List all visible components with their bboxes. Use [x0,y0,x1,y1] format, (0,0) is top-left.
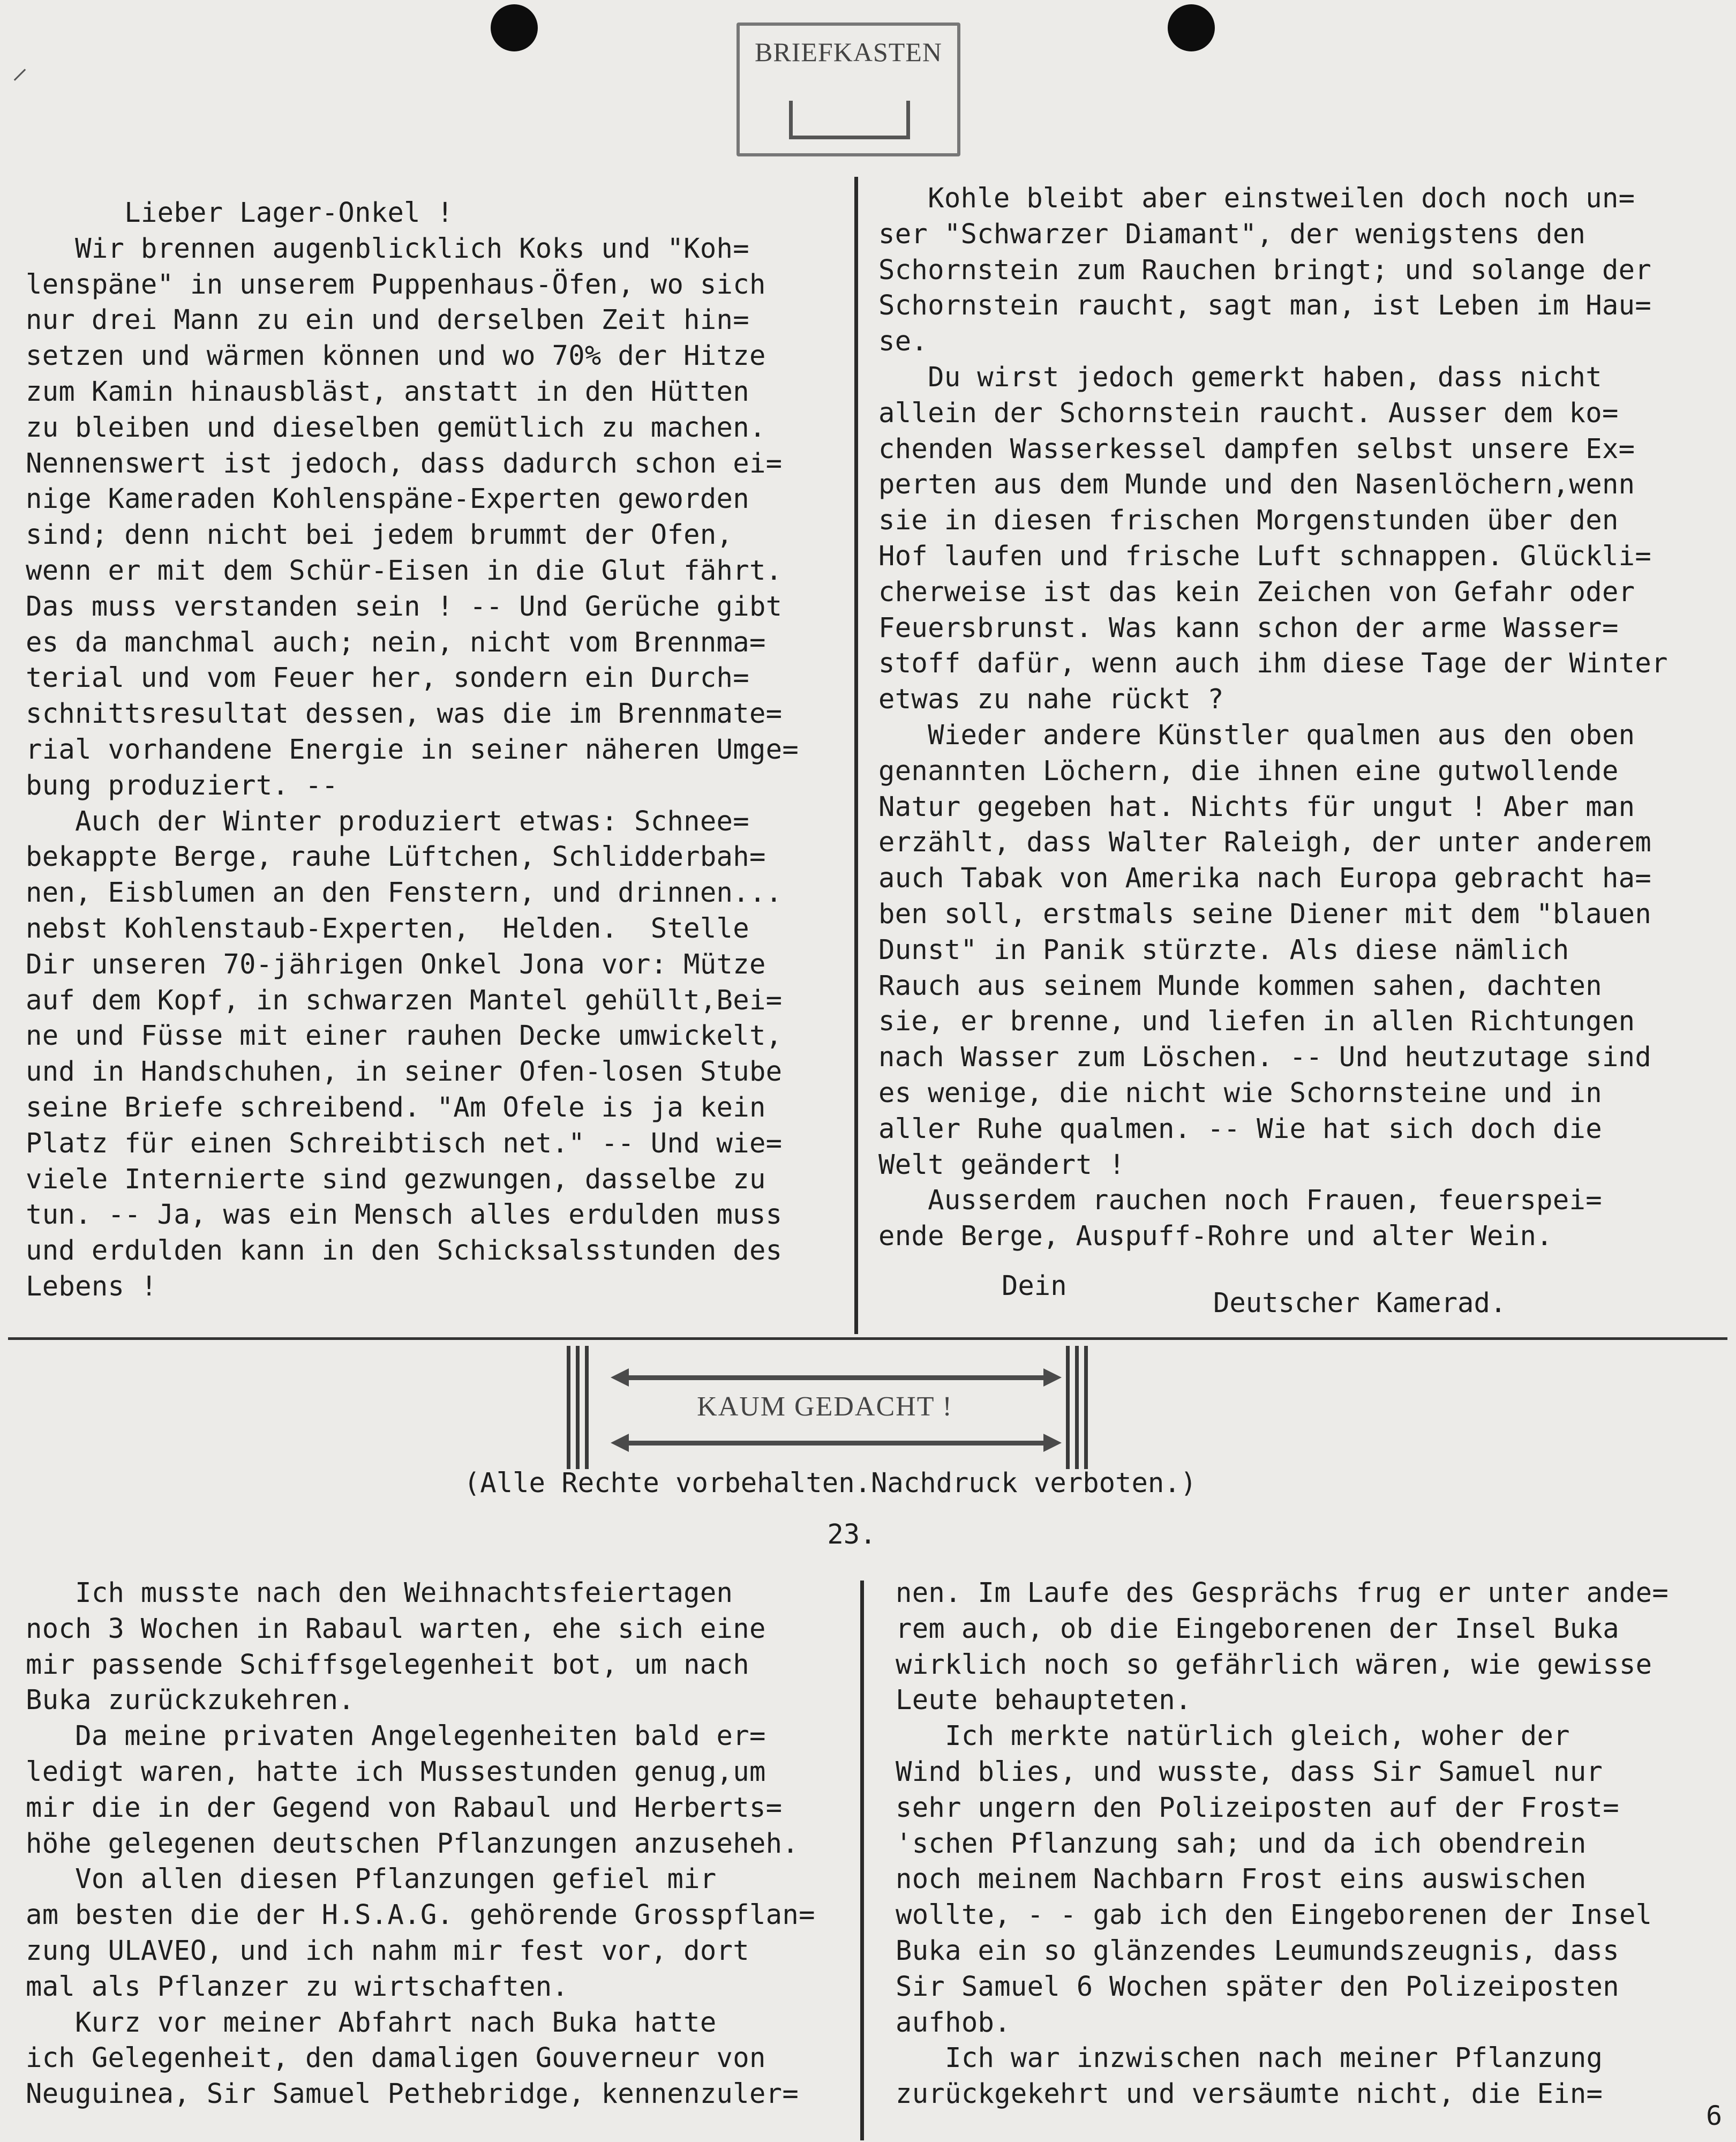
text-line: ledigt waren, hatte ich Mussestunden genug,um [26,1755,766,1787]
text-line: sie, er brenne, und liefen in allen Richtungen [878,1005,1635,1037]
rights-notice: (Alle Rechte vorbehalten.Nachdruck verboten.) [463,1467,1197,1499]
text-line: aller Ruhe qualmen. -- Wie hat sich doch die [878,1112,1602,1144]
arrow-bottom-right-head [1043,1434,1062,1452]
text-line: auf dem Kopf, in schwarzen Mantel gehüllt,Bei= [26,984,783,1016]
text-line: nebst Kohlenstaub-Experten, Helden. Stelle [26,912,749,944]
text-line: Wieder andere Künstler qualmen aus den oben [878,718,1635,751]
text-line: genannten Löchern, die ihnen eine gutwollende [878,754,1619,787]
letter-signature: Deutscher Kamerad. [1213,1287,1507,1319]
text-line: se. [878,325,928,357]
text-line: und erdulden kann in den Schicksalsstunden des [26,1234,783,1267]
text-line: sind; denn nicht bei jedem brummt der Ofen, [26,519,733,551]
text-line: zung ULAVEO, und ich nahm mir fest vor, dort [26,1934,749,1966]
text-line: nach Wasser zum Löschen. -- Und heutzutage sind [878,1041,1652,1073]
text-line: ende Berge, Auspuff-Rohre und alter Wein. [878,1220,1553,1252]
text-line: viele Internierte sind gezwungen, dasselbe zu [26,1163,766,1195]
arrow-bottom-left-head [611,1434,629,1452]
text-line: Kohle bleibt aber einstweilen doch noch un= [878,182,1635,214]
text-line: Wind blies, und wusste, dass Sir Samuel nur [896,1755,1603,1787]
arrow-left-head [611,1368,629,1387]
text-line: wenn er mit dem Schür-Eisen in die Glut fährt. [26,554,783,586]
text-line: Dunst" in Panik stürzte. Als diese nämlich [878,933,1569,965]
text-line: Lieber Lager-Onkel ! [26,197,454,228]
text-line: Platz für einen Schreibtisch net." -- Und wie= [26,1127,783,1159]
text-line: Von allen diesen Pflanzungen gefiel mir [26,1863,717,1895]
briefkasten-title: BRIEFKASTEN [755,37,942,67]
text-line: Rauch aus seinem Munde kommen sahen, dachten [878,969,1602,1001]
text-line: stoff dafür, wenn auch ihm diese Tage der Winter [878,647,1668,679]
text-line: mir passende Schiffsgelegenheit bot, um nach [26,1648,749,1680]
text-line: seine Briefe schreibend. "Am Ofele is ja kein [26,1091,766,1123]
text-line: Buka ein so glänzendes Leumundszeugnis, dass [896,1934,1619,1966]
text-line: nige Kameraden Kohlenspäne-Experten geworden [26,483,749,515]
letter-right-column [878,181,1668,1254]
text-line: es wenige, die nicht wie Schornsteine und in [878,1076,1602,1109]
text-line: Sir Samuel 6 Wochen später den Polizeiposten [896,1970,1619,2002]
text-line: Natur gegeben hat. Nichts für ungut ! Aber man [878,790,1635,822]
text-line: Auch der Winter produziert etwas: Schnee= [26,805,749,837]
text-line: 'schen Pflanzung sah; und da ich obendrein [896,1827,1587,1859]
text-line: zum Kamin hinausbläst, anstatt in den Hütten [26,375,749,407]
text-line: Feuersbrunst. Was kann schon der arme Wasser= [878,611,1619,643]
text-line: wollte, - - gab ich den Eingeborenen der Insel [896,1899,1652,1931]
arrow-bottom-line [627,1441,1044,1446]
punch-hole-left [491,4,538,51]
text-line: und in Handschuhen, in seiner Ofen-losen Stube [26,1055,783,1088]
text-line: allein der Schornstein raucht. Ausser dem ko= [878,396,1619,429]
letter-left-column [26,195,799,1305]
banner-left-bars [567,1346,589,1469]
text-line: Hof laufen und frische Luft schnappen. Glückli= [878,540,1652,572]
text-line: noch meinem Nachbarn Frost eins auswischen [896,1863,1587,1895]
text-line: Buka zurückzukehren. [26,1684,355,1716]
text-line: rial vorhandene Energie in seiner näheren Umge= [26,733,799,765]
text-line: schnittsresultat dessen, was die im Brennmate= [26,698,783,730]
text-line: lenspäne" in unserem Puppenhaus-Öfen, wo sich [26,268,766,300]
banner-right-bars [1066,1346,1088,1469]
corner-mark: ⸝ [12,49,28,86]
text-line: Welt geändert ! [878,1148,1125,1180]
column-divider-top [854,177,858,1334]
text-line: aufhob. [896,2006,1011,2038]
text-line: chenden Wasserkessel dampfen selbst unsere Ex= [878,432,1635,465]
mailbox-slot-icon [789,101,910,139]
text-line: höhe gelegenen deutschen Pflanzungen anzuseheh. [26,1827,799,1859]
story-left-column [26,1575,815,2112]
text-line: ne und Füsse mit einer rauhen Decke umwickelt, [26,1020,783,1052]
text-line: Ausserdem rauchen noch Frauen, feuerspei= [878,1184,1602,1216]
text-line: ben soll, erstmals seine Diener mit dem "blauen [878,897,1652,930]
story-right-column [896,1575,1669,2112]
text-line: setzen und wärmen können und wo 70% der Hitze [26,340,766,372]
text-line: Lebens ! [26,1270,157,1302]
text-line: Nennenswert ist jedoch, dass dadurch schon ei= [26,447,783,479]
text-line: Das muss verstanden sein ! -- Und Gerüche gibt [26,590,783,622]
text-line: sehr ungern den Polizeiposten auf der Frost= [896,1791,1619,1823]
text-line: zu bleiben und dieselben gemütlich zu machen. [26,411,766,443]
page-number: 6 [1706,2100,1723,2131]
text-line: Schornstein zum Rauchen bringt; und solange der [878,253,1652,286]
text-line: nen. Im Laufe des Gesprächs frug er unter ande= [896,1577,1669,1608]
text-line: Da meine privaten Angelegenheiten bald er= [26,1720,766,1752]
text-line: sie in diesen frischen Morgenstunden über den [878,504,1619,536]
text-line: nur drei Mann zu ein und derselben Zeit hin= [26,304,749,336]
text-line: Du wirst jedoch gemerkt haben, dass nicht [878,361,1602,393]
text-line: ser "Schwarzer Diamant", der wenigstens den [878,218,1586,250]
text-line: Ich merkte natürlich gleich, woher der [896,1720,1570,1752]
arrow-top-right-head [1043,1368,1062,1387]
text-line: mal als Pflanzer zu wirtschaften. [26,1970,569,2002]
text-line: Wir brennen augenblicklich Koks und "Koh= [26,232,749,264]
text-line: nen, Eisblumen an den Fenstern, und drinnen... [26,877,783,909]
arrow-top-line [627,1375,1044,1380]
text-line: erzählt, dass Walter Raleigh, der unter anderem [878,826,1652,858]
text-line: zurückgekehrt und versäumte nicht, die Ein= [896,2078,1603,2110]
text-line: am besten die der H.S.A.G. gehörende Grosspflan= [26,1899,815,1931]
text-line: cherweise ist das kein Zeichen von Gefahr oder [878,575,1635,608]
text-line: noch 3 Wochen in Rabaul warten, ehe sich eine [26,1612,766,1644]
text-line: tun. -- Ja, was ein Mensch alles erdulden muss [26,1199,783,1231]
text-line: Ich musste nach den Weihnachtsfeiertagen [26,1577,733,1608]
text-line: bung produziert. -- [26,769,339,801]
text-line: perten aus dem Munde und den Nasenlöchern,wenn [878,468,1635,500]
text-line: etwas zu nahe rückt ? [878,683,1224,715]
text-line: Neuguinea, Sir Samuel Pethebridge, kennenzuler= [26,2078,799,2110]
text-line: mir die in der Gegend von Rabaul und Herberts= [26,1791,783,1823]
section-divider [8,1337,1727,1340]
punch-hole-right [1168,4,1215,51]
text-line: wirklich noch so gefährlich wären, wie gewisse [896,1648,1652,1680]
text-line: Leute behaupteten. [896,1684,1192,1716]
text-line: Dir unseren 70-jährigen Onkel Jona vor: Mütze [26,948,766,980]
text-line: Kurz vor meiner Abfahrt nach Buka hatte [26,2006,717,2038]
text-line: Ich war inzwischen nach meiner Pflanzung [896,2042,1603,2074]
text-line: terial und vom Feuer her, sondern ein Durch= [26,662,749,694]
text-line: es da manchmal auch; nein, nicht vom Brennma= [26,626,766,658]
letter-closing: Dein [1002,1270,1067,1301]
column-divider-bottom [860,1581,864,2140]
briefkasten-header [737,23,960,156]
section-title: KAUM GEDACHT ! [697,1391,953,1422]
installment-number: 23. [827,1518,876,1550]
text-line: Schornstein raucht, sagt man, ist Leben im Hau= [878,289,1652,321]
text-line: auch Tabak von Amerika nach Europa gebracht ha= [878,862,1652,894]
text-line: bekappte Berge, rauhe Lüftchen, Schlidderbah= [26,841,766,873]
text-line: ich Gelegenheit, den damaligen Gouverneur von [26,2042,766,2074]
text-line: rem auch, ob die Eingeborenen der Insel Buka [896,1612,1619,1644]
